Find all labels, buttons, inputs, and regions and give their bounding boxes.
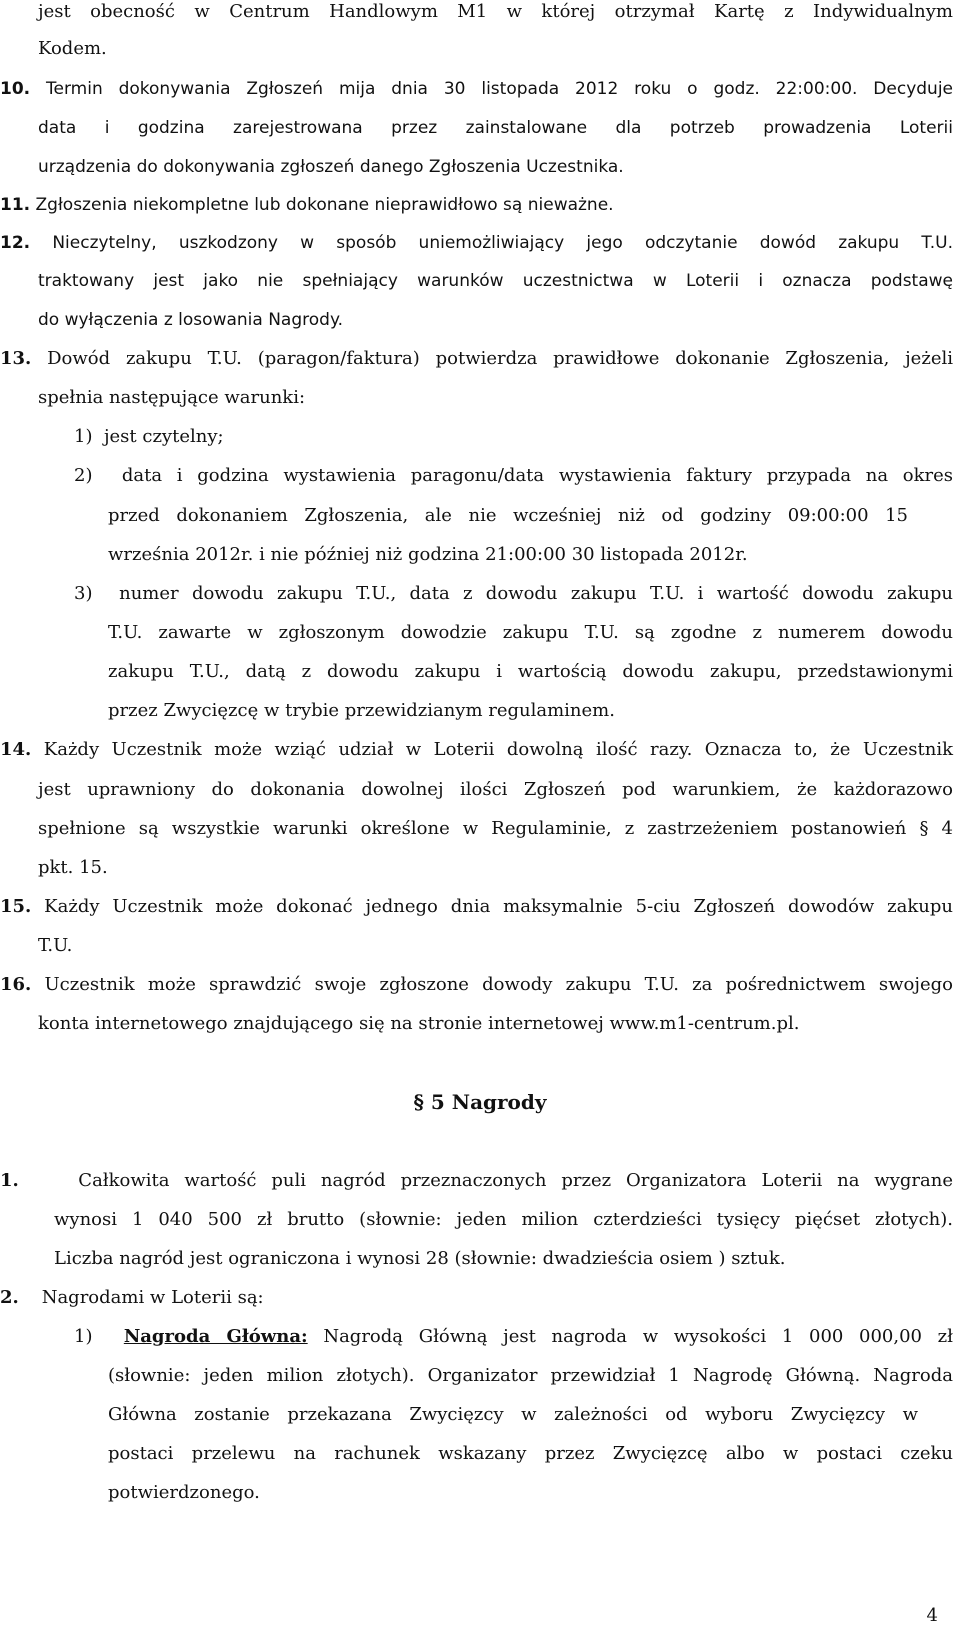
paragraph-14-line <box>0 738 953 762</box>
text-span: przed dokonaniem Zgłoszenia, ale nie wcześniej niż od godziny 09:00:00 15 <box>108 505 908 526</box>
text-line <box>38 116 953 140</box>
text-span: pkt. 15. <box>38 857 108 878</box>
list-item <box>74 1325 953 1349</box>
item-number: 2) <box>74 465 93 486</box>
item-number: 1) <box>74 1326 93 1347</box>
text-span: Nieczytelny, uszkodzony w sposób uniemożliwiający jego odczytanie dowód zakupu T.U. <box>52 233 954 253</box>
text-span: jest czytelny; <box>103 426 224 447</box>
text-span: potwierdzonego. <box>108 1482 260 1503</box>
text-span: Główna zostanie przekazana Zwycięzcy w zależności od wyboru Zwycięzcy w <box>108 1404 918 1425</box>
paragraph-number: 10. <box>0 79 31 99</box>
text-span: postaci przelewu na rachunek wskazany przez Zwycięzcę albo w postaci czeku <box>108 1443 953 1464</box>
paragraph-10-line <box>0 77 953 101</box>
text-span: Każdy Uczestnik może wziąć udział w Loterii dowolną ilość razy. Oznacza to, że Uczestnik <box>43 739 953 760</box>
text-line <box>38 269 953 293</box>
text-span: przez Zwycięzcę w trybie przewidzianym regulaminem. <box>108 700 615 721</box>
text-line <box>108 1481 953 1505</box>
section-heading: § 5 Nagrody <box>413 1090 547 1114</box>
text-line <box>108 699 953 723</box>
paragraph-number: 12. <box>0 233 31 253</box>
text-line <box>108 660 953 684</box>
list-item <box>74 582 953 606</box>
paragraph-13-line <box>0 347 953 371</box>
paragraph-number: 16. <box>0 974 32 995</box>
prize-title: Nagroda Główna: <box>123 1326 308 1347</box>
paragraph-16-line <box>0 973 953 997</box>
text-line <box>38 386 953 410</box>
text-line <box>108 621 953 645</box>
page-number: 4 <box>926 1605 938 1626</box>
text-span: T.U. zawarte w zgłoszonym dowodzie zakupu T.U. są zgodne z numerem dowodu <box>108 622 953 643</box>
text-span: data i godzina wystawienia paragonu/data wystawienia faktury przypada na okres <box>121 465 954 486</box>
text-line <box>108 543 953 567</box>
text-span: zakupu T.U., datą z dowodu zakupu i wartością dowodu zakupu, przedstawionymi <box>108 661 953 682</box>
text-span: września 2012r. i nie później niż godzina 21:00:00 30 listopada 2012r. <box>108 544 748 565</box>
text-line <box>38 856 953 880</box>
text-span: konta internetowego znajdującego się na stronie internetowej www.m1-centrum.pl. <box>38 1013 800 1034</box>
text-span: Zgłoszenia niekompletne lub dokonane nieprawidłowo są nieważne. <box>35 195 614 215</box>
item-number: 3) <box>74 583 93 604</box>
text-span: Dowód zakupu T.U. (paragon/faktura) potwierdza prawidłowe dokonanie Zgłoszenia, jeżeli <box>47 348 953 369</box>
list-item <box>74 425 953 449</box>
text-line <box>38 155 953 179</box>
text-span: do wyłączenia z losowania Nagrody. <box>38 310 343 330</box>
text-span: Nagrodami w Loterii są: <box>41 1287 264 1308</box>
text-span: Termin dokonywania Zgłoszeń mija dnia 30 listopada 2012 roku o godz. 22:00:00. Decyduje <box>46 79 953 99</box>
text-span: numer dowodu zakupu T.U., data z dowodu zakupu T.U. i wartość dowodu zakupu <box>119 583 953 604</box>
list-item <box>74 464 953 488</box>
text-line <box>38 0 953 24</box>
text-span: spełnione są wszystkie warunki określone w Regulaminie, z zastrzeżeniem postanowień § 4 <box>38 818 953 839</box>
text-span: data i godzina zarejestrowana przez zainstalowane dla potrzeb prowadzenia Loterii <box>38 118 953 138</box>
text-span: Uczestnik może sprawdzić swoje zgłoszone dowody zakupu T.U. za pośrednictwem swojego <box>44 974 953 995</box>
paragraph-number: 1. <box>0 1170 19 1191</box>
text-span: jest uprawniony do dokonania dowolnej ilości Zgłoszeń pod warunkiem, że każdorazowo <box>38 779 953 800</box>
text-line <box>38 308 953 332</box>
text-line <box>108 504 908 528</box>
text-line <box>38 37 953 61</box>
item-number: 1) <box>74 426 93 447</box>
text-span: Kodem. <box>38 38 107 59</box>
text-span: wynosi 1 040 500 zł brutto (słownie: jeden milion czterdzieści tysięcy pięćset złotych). <box>54 1209 953 1230</box>
paragraph-15-line <box>0 895 953 919</box>
paragraph-number: 11. <box>0 195 31 215</box>
text-line <box>54 1208 953 1232</box>
text-line <box>108 1403 918 1427</box>
text-span: Całkowita wartość puli nagród przeznaczonych przez Organizatora Loterii na wygrane <box>78 1170 953 1191</box>
text-line <box>54 1247 953 1271</box>
paragraph-11-line <box>0 193 915 217</box>
text-span: Każdy Uczestnik może dokonać jednego dnia maksymalnie 5-ciu Zgłoszeń dowodów zakupu <box>44 896 953 917</box>
paragraph-number: 14. <box>0 739 32 760</box>
paragraph-number: 15. <box>0 896 32 917</box>
text-line <box>108 1364 953 1388</box>
text-span: spełnia następujące warunki: <box>38 387 306 408</box>
text-span: T.U. <box>38 935 73 956</box>
text-span: jest obecność w Centrum Handlowym M1 w której otrzymał Kartę z Indywidualnym <box>38 1 953 22</box>
text-line <box>108 1442 953 1466</box>
text-span: urządzenia do dokonywania zgłoszeń danego Zgłoszenia Uczestnika. <box>38 157 624 177</box>
paragraph-number: 13. <box>0 348 32 369</box>
prize-paragraph-2-line <box>0 1286 953 1310</box>
text-line <box>38 817 953 841</box>
prize-paragraph-1-line <box>0 1169 953 1193</box>
text-line <box>38 934 953 958</box>
paragraph-12-line <box>0 231 953 255</box>
text-span: Liczba nagród jest ograniczona i wynosi 28 (słownie: dwadzieścia osiem ) sztuk. <box>54 1248 786 1269</box>
text-line <box>38 778 953 802</box>
text-span: traktowany jest jako nie spełniający warunków uczestnictwa w Loterii i oznacza podstawę <box>38 271 953 291</box>
paragraph-number: 2. <box>0 1287 19 1308</box>
text-span: Nagrodą Główną jest nagroda w wysokości 1 000 000,00 zł <box>323 1326 953 1347</box>
text-line <box>38 1012 953 1036</box>
text-span: (słownie: jeden milion złotych). Organizator przewidział 1 Nagrodę Główną. Nagroda <box>108 1365 953 1386</box>
